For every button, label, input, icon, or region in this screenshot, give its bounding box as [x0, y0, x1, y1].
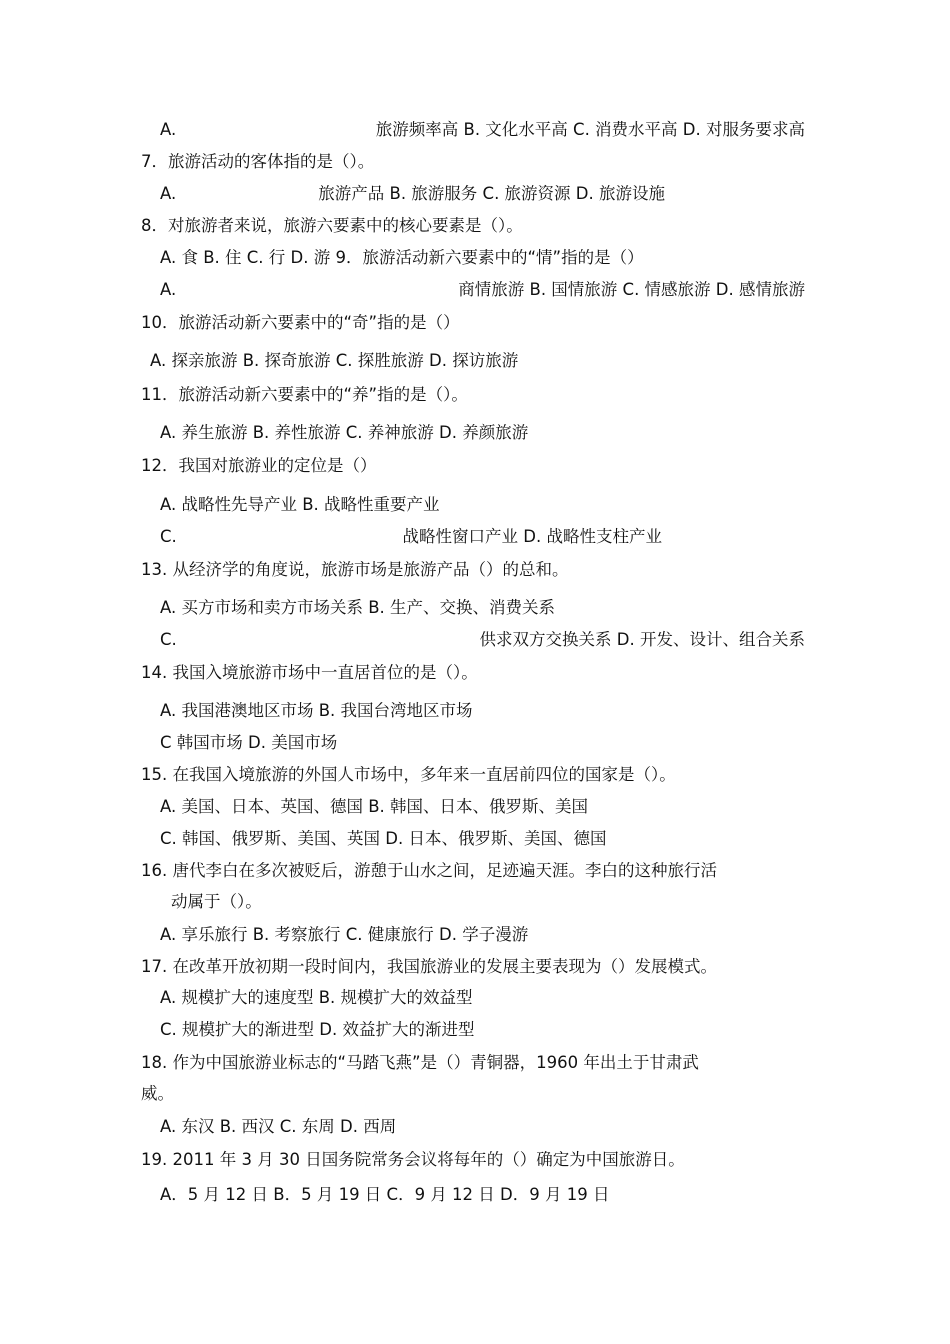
- question-17: 17. 在改革开放初期一段时间内，我国旅游业的发展主要表现为（）发展模式。: [141, 957, 717, 976]
- question-7: 7．旅游活动的客体指的是（）。: [141, 152, 375, 171]
- option-line-q15-ab: A. 美国、日本、英国、德国 B. 韩国、日本、俄罗斯、美国: [160, 797, 589, 816]
- option-line-q11: A. 养生旅游 B. 养性旅游 C. 养神旅游 D. 养颜旅游: [160, 423, 529, 442]
- option-line-q13-ab: A. 买方市场和卖方市场关系 B. 生产、交换、消费关系: [160, 598, 556, 617]
- question-11: 11．旅游活动新六要素中的“养”指的是（）。: [141, 385, 468, 404]
- option-line-q12-cd: [160, 526, 662, 548]
- option-line-q16: A. 享乐旅行 B. 考察旅行 C. 健康旅行 D. 学子漫游: [160, 925, 529, 944]
- question-16: 16. 唐代李白在多次被贬后，游憩于山水之间，足迹遍天涯。李白的这种旅行活: [141, 861, 717, 880]
- option-line-q19: A．5 月 12 日 B．5 月 19 日 C．9 月 12 日 D．9 月 19 日: [160, 1185, 610, 1204]
- option-line-q10: A. 探亲旅游 B. 探奇旅游 C. 探胜旅游 D. 探访旅游: [150, 351, 519, 370]
- option-line-q18: A. 东汉 B. 西汉 C. 东周 D. 西周: [160, 1117, 397, 1136]
- option-text: 商情旅游 B. 国情旅游 C. 情感旅游 D. 感情旅游: [458, 280, 805, 299]
- option-line-q14-cd: C 韩国市场 D. 美国市场: [160, 733, 338, 752]
- option-text: 战略性窗口产业 D. 战略性支柱产业: [402, 527, 662, 546]
- option-text: 旅游频率高 B. 文化水平高 C. 消费水平高 D. 对服务要求高: [375, 120, 805, 139]
- option-line-q15-cd: C. 韩国、俄罗斯、美国、英国 D. 日本、俄罗斯、美国、德国: [160, 829, 607, 848]
- question-12: 12．我国对旅游业的定位是（）: [141, 456, 377, 475]
- option-line-q17-ab: A. 规模扩大的速度型 B. 规模扩大的效益型: [160, 988, 473, 1007]
- question-8: 8．对旅游者来说，旅游六要素中的核心要素是（）。: [141, 216, 523, 235]
- question-15: 15. 在我国入境旅游的外国人市场中，多年来一直居前四位的国家是（）。: [141, 765, 676, 784]
- option-line-q7: [160, 183, 665, 205]
- option-line-q17-cd: C. 规模扩大的渐进型 D. 效益扩大的渐进型: [160, 1020, 475, 1039]
- option-text: 旅游产品 B. 旅游服务 C. 旅游资源 D. 旅游设施: [318, 184, 665, 203]
- question-13: 13. 从经济学的角度说，旅游市场是旅游产品（）的总和。: [141, 560, 569, 579]
- question-18-continued: 威。: [141, 1084, 174, 1103]
- option-text: 供求双方交换关系 D. 开发、设计、组合关系: [479, 630, 805, 649]
- option-line-q14-ab: A. 我国港澳地区市场 B. 我国台湾地区市场: [160, 701, 473, 720]
- option-line-q13-cd: [160, 629, 805, 651]
- option-label: C.: [160, 630, 177, 649]
- option-label: A.: [160, 280, 177, 299]
- question-14: 14. 我国入境旅游市场中一直居首位的是（）。: [141, 663, 478, 682]
- question-10: 10．旅游活动新六要素中的“奇”指的是（）: [141, 313, 460, 332]
- option-line-q6: [160, 119, 805, 141]
- question-18: 18. 作为中国旅游业标志的“马踏飞燕”是（）青铜器，1960 年出土于甘肃武: [141, 1053, 699, 1072]
- option-line-q9: [160, 279, 805, 301]
- option-line-q8-question-9: A. 食 B. 住 C. 行 D. 游 9．旅游活动新六要素中的“情”指的是（）: [160, 248, 644, 267]
- option-line-q12-ab: A. 战略性先导产业 B. 战略性重要产业: [160, 495, 440, 514]
- option-label: A.: [160, 184, 177, 203]
- option-label: C.: [160, 527, 177, 546]
- question-19: 19. 2011 年 3 月 30 日国务院常务会议将每年的（）确定为中国旅游日。: [141, 1150, 685, 1169]
- option-label: A.: [160, 120, 177, 139]
- question-16-continued: 动属于（）。: [171, 892, 262, 911]
